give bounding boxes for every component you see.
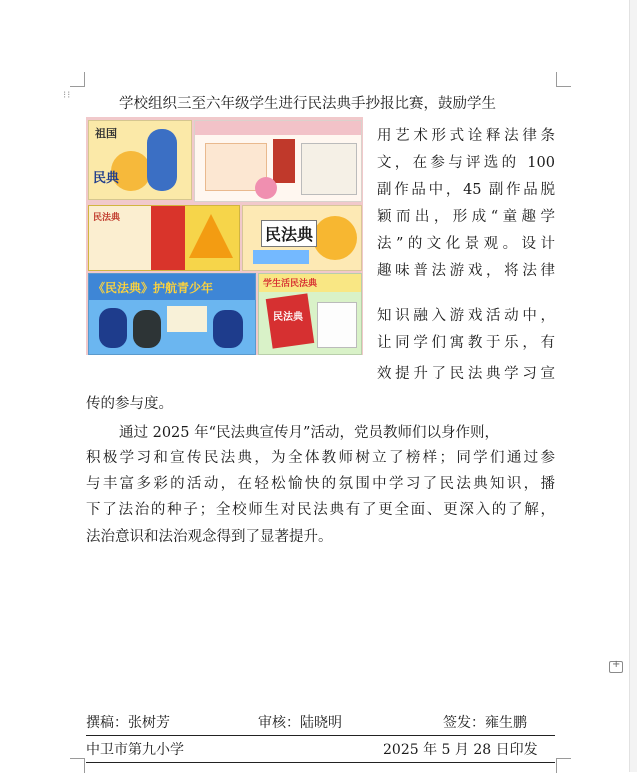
footer-date: 2025 年 5 月 28 日印发 xyxy=(383,742,538,758)
paragraph1-last-line: 传的参与度。 xyxy=(86,396,173,412)
page-margin-mark-top-right xyxy=(556,72,571,87)
poster-4-title: 民法典 xyxy=(261,220,317,247)
footer-reviewer: 审核：陆晓明 xyxy=(258,715,342,731)
poster-1 xyxy=(88,120,192,200)
wrap-line: 副作品中，45 副作品脱 xyxy=(377,182,555,198)
vertical-scrollbar[interactable] xyxy=(629,0,637,772)
poster-6 xyxy=(258,273,362,355)
wrap-line: 效提升了民法典学习宣 xyxy=(377,366,555,382)
poster-6-title: 学生活民法典 xyxy=(263,278,318,288)
poster-6-book-title: 民法典 xyxy=(273,312,303,323)
paragraph1-line1: 学校组织三至六年级学生进行民法典手抄报比赛，鼓励学生 xyxy=(119,96,496,112)
poster-3 xyxy=(88,205,240,271)
footer-approver: 签发：雍生鹏 xyxy=(443,715,527,731)
paragraph2-line: 与丰富多彩的活动，在轻松愉快的氛围中学习了民法典知识，播 xyxy=(86,476,555,492)
paragraph2-line: 通过 2025 年“民法典宣传月”活动，党员教师们以身作则， xyxy=(119,425,499,441)
footer-divider-bottom xyxy=(86,762,555,763)
page-margin-mark-bottom-left xyxy=(70,758,85,773)
page-margin-mark-bottom-right xyxy=(556,758,571,773)
wrap-line: 文，在参与评选的 100 xyxy=(377,155,555,171)
poster-1-title: 祖国 xyxy=(95,128,117,140)
wrap-line: 让同学们寓教于乐，有 xyxy=(377,335,555,351)
footer-school: 中卫市第九小学 xyxy=(86,742,184,758)
poster-2 xyxy=(194,120,362,202)
paragraph2-line: 法治意识和法治观念得到了显著提升。 xyxy=(86,529,333,545)
footer-writer: 撰稿：张树芳 xyxy=(86,715,170,731)
poster-1-subtitle: 民典 xyxy=(93,170,120,185)
poster-5 xyxy=(88,273,256,355)
wrap-line: 趣味普法游戏，将法律 xyxy=(377,263,555,279)
poster-5-title: 《民法典》护航青少年 xyxy=(93,281,214,295)
wrap-line: 法”的文化景观。设计 xyxy=(377,236,555,252)
poster-3-title: 民法典 xyxy=(93,212,121,222)
wrap-line: 用艺术形式诠释法律条 xyxy=(377,128,555,144)
page-margin-mark-top-left xyxy=(70,72,85,87)
wrap-line: 颖而出，形成“童趣学 xyxy=(377,209,555,225)
wrap-line: 知识融入游戏活动中， xyxy=(377,308,555,324)
paragraph2-line: 下了法治的种子；全校师生对民法典有了更全面、更深入的了解， xyxy=(86,502,555,518)
paragraph-drag-handle-icon[interactable]: ⁝⁝ xyxy=(63,90,72,101)
paragraph2-line: 积极学习和宣传民法典，为全体教师树立了榜样；同学们通过参 xyxy=(86,450,555,466)
add-comment-icon[interactable] xyxy=(609,661,623,673)
footer-divider-top xyxy=(86,735,555,736)
handwritten-poster-collage-image xyxy=(86,117,363,355)
poster-4 xyxy=(242,205,362,271)
